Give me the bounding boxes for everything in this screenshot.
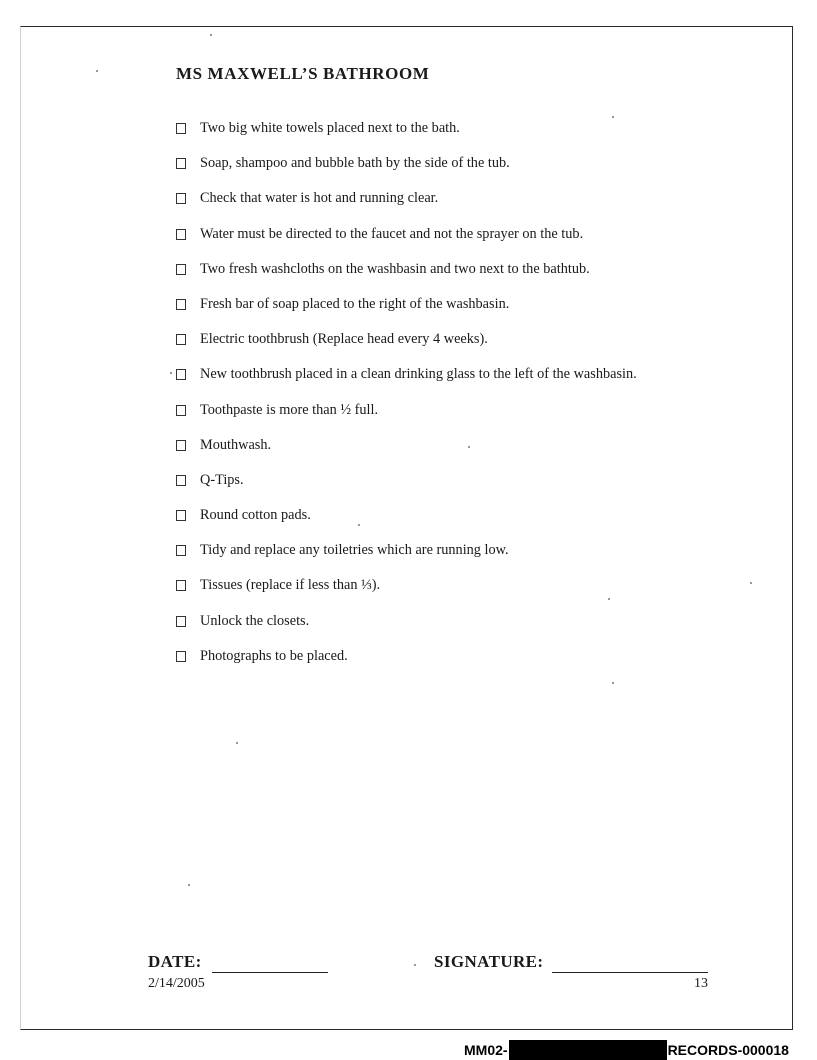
checklist-item-text: New toothbrush placed in a clean drinking glass to the left of the washbasin. [200, 366, 637, 383]
checklist-item-text: Soap, shampoo and bubble bath by the side of the tub. [200, 155, 510, 172]
checklist-item [176, 401, 637, 436]
checklist-item [176, 541, 637, 576]
bathroom-checklist [176, 119, 637, 682]
checkbox-icon [176, 510, 186, 521]
checkbox-icon [176, 616, 186, 627]
scan-speck [96, 70, 98, 72]
checklist-item [176, 506, 637, 541]
checkbox-icon [176, 440, 186, 451]
scan-speck [170, 372, 172, 374]
checklist-item [176, 154, 637, 189]
checklist-item [176, 612, 637, 647]
checklist-item-text: Fresh bar of soap placed to the right of the washbasin. [200, 295, 510, 312]
checklist-item [176, 225, 637, 260]
checkbox-icon [176, 158, 186, 169]
checklist-item-text: Electric toothbrush (Replace head every 4 weeks). [200, 331, 488, 348]
redaction-bar [509, 1040, 667, 1060]
checklist-item [176, 436, 637, 471]
checklist-item [176, 189, 637, 224]
checkbox-icon [176, 545, 186, 556]
checkbox-icon [176, 123, 186, 134]
checkbox-icon [176, 334, 186, 345]
document-date: 2/14/2005 [148, 976, 205, 991]
checklist-item-text: Two fresh washcloths on the washbasin and two next to the bathtub. [200, 260, 590, 277]
checklist-item-text: Unlock the closets. [200, 612, 310, 629]
bates-suffix: RECORDS-000018 [667, 1042, 789, 1058]
checkbox-icon [176, 369, 186, 380]
page-title: MS MAXWELL’S BATHROOM [176, 64, 430, 83]
checklist-item-text: Q-Tips. [200, 471, 244, 488]
date-line [212, 972, 328, 973]
signature-line [552, 972, 708, 973]
date-label: DATE: [148, 952, 202, 971]
checklist-item [176, 295, 637, 330]
checklist-item [176, 260, 637, 295]
checkbox-icon [176, 299, 186, 310]
checklist-item-text: Photographs to be placed. [200, 647, 348, 664]
checklist-item [176, 119, 637, 154]
page-number: 13 [694, 976, 708, 991]
checkbox-icon [176, 651, 186, 662]
scan-speck [188, 884, 190, 886]
checkbox-icon [176, 229, 186, 240]
scan-speck [236, 742, 238, 744]
checkbox-icon [176, 193, 186, 204]
scan-speck [750, 582, 752, 584]
checklist-item-text: Water must be directed to the faucet and not the sprayer on the tub. [200, 225, 584, 242]
checklist-item [176, 576, 637, 611]
checklist-item [176, 647, 637, 682]
checklist-item [176, 471, 637, 506]
checklist-item-text: Mouthwash. [200, 436, 272, 453]
checklist-item [176, 365, 637, 400]
checkbox-icon [176, 475, 186, 486]
checklist-item-text: Toothpaste is more than ½ full. [200, 401, 379, 418]
scan-speck [210, 34, 212, 36]
checkbox-icon [176, 405, 186, 416]
bates-prefix: MM02- [464, 1042, 508, 1058]
checklist-item-text: Tidy and replace any toiletries which are running low. [200, 542, 509, 559]
scan-speck [612, 116, 614, 118]
signature-label: SIGNATURE: [434, 952, 544, 971]
scan-speck [612, 682, 614, 684]
checklist-item-text: Two big white towels placed next to the bath. [200, 120, 460, 136]
checklist-item-text: Round cotton pads. [200, 507, 311, 524]
bates-stamp [464, 1040, 789, 1060]
scan-speck [414, 964, 416, 966]
checklist-item-text: Tissues (replace if less than ⅓). [200, 577, 381, 594]
checklist-item [176, 330, 637, 365]
checkbox-icon [176, 580, 186, 591]
checklist-item-text: Check that water is hot and running clear. [200, 190, 439, 207]
checkbox-icon [176, 264, 186, 275]
